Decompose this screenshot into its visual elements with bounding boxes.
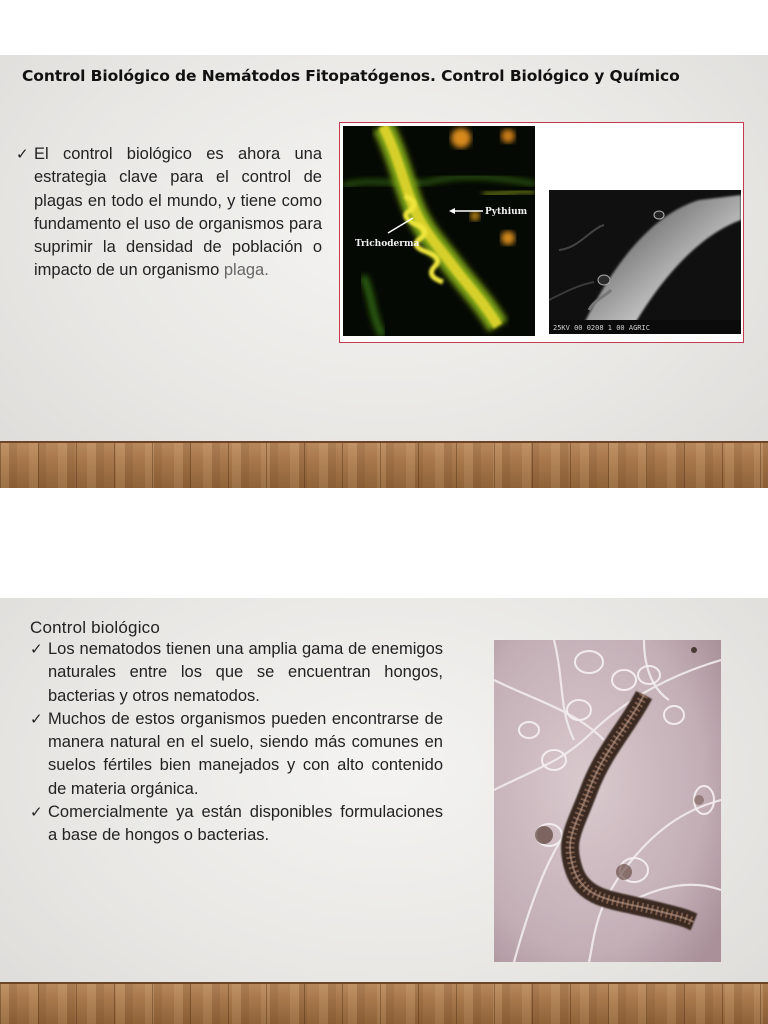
slide-2 [0,598,768,1024]
nematode-micrograph [494,640,721,962]
fluorescence-micrograph [343,126,535,336]
section-heading: Control biológico [30,618,161,637]
bullet-item [30,708,443,801]
checkmark-icon: ✓ [30,804,43,822]
slide-title: Control Biológico de Nemátodos Fitopatógenos. Control Biológico y Químico [22,67,680,85]
bullet-text: Los nematodos tienen una amplia gama de enemigos naturales entre los que se encuentran hongos, bacterias y otros nematodos. [48,640,443,705]
pythium-label: Pythium [485,207,528,217]
sem-caption: 25KV 00 0208 1 00 AGRIC [553,324,650,332]
slide-1 [0,55,768,488]
bullet-text: Comercialmente ya están disponibles formulaciones a base de hongos o bacterias. [48,803,443,845]
bullet-item [30,801,443,848]
figure-panel [339,122,744,343]
checkmark-icon: ✓ [16,146,29,163]
checkmark-icon: ✓ [30,641,43,658]
bullet-text: El control biológico es ahora una estrategia clave para el control de plagas en todo el mundo, y tiene como fundamento el uso de organismos para suprimir la densidad de población o impacto de un organismo [34,145,322,280]
bullet-list [16,143,322,283]
trichoderma-label: Trichoderma [355,239,420,249]
wood-floor [0,441,768,488]
bullet-item [16,143,322,283]
bullet-list [30,638,443,848]
bullet-item [30,638,443,708]
wood-floor [0,982,768,1024]
bullet-text-muted: plaga. [223,261,269,280]
checkmark-icon: ✓ [30,710,43,728]
sem-micrograph [549,190,741,334]
bullet-text: Muchos de estos organismos pueden encontrarse de manera natural en el suelo, siendo más comunes en suelos fértiles bien manejados y con alto contenido de materia orgánica. [48,709,443,798]
